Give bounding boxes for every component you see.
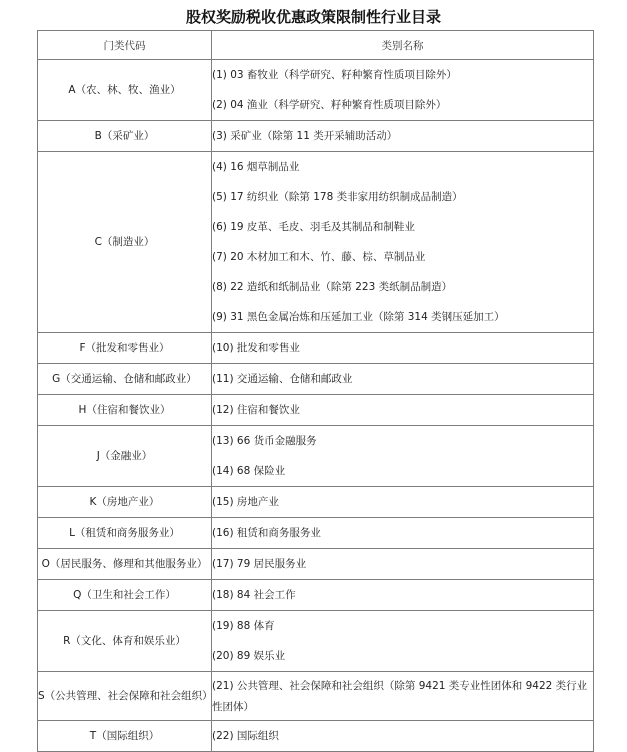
column-header-sector-code: 门类代码 <box>38 31 212 60</box>
table-row <box>38 580 594 611</box>
category-item: (7) 20 木材加工和木、竹、藤、棕、草制品业 <box>212 251 426 263</box>
category-name-cell <box>212 487 594 518</box>
category-item: (8) 22 造纸和纸制品业（除第 223 类纸制品制造） <box>212 281 453 293</box>
table-row <box>38 518 594 549</box>
sector-code-cell: S（公共管理、社会保障和社会组织） <box>38 672 212 721</box>
category-item: (18) 84 社会工作 <box>212 589 296 601</box>
table-row <box>38 672 594 721</box>
table-row <box>38 549 594 580</box>
category-name-cell <box>212 580 594 611</box>
sector-code-cell: A（农、林、牧、渔业） <box>38 60 212 121</box>
category-item: (11) 交通运输、仓储和邮政业 <box>212 373 353 385</box>
sector-code-cell: B（采矿业） <box>38 121 212 152</box>
table-row <box>38 395 594 426</box>
category-name-cell <box>212 364 594 395</box>
table-body <box>38 31 594 752</box>
table-row <box>38 487 594 518</box>
table-row <box>38 121 594 152</box>
category-name-cell <box>212 426 594 487</box>
category-name-cell <box>212 121 594 152</box>
table-row <box>38 333 594 364</box>
category-name-cell <box>212 60 594 121</box>
category-item: (3) 采矿业（除第 11 类开采辅助活动） <box>212 130 398 142</box>
category-name-cell <box>212 549 594 580</box>
category-item: (16) 租赁和商务服务业 <box>212 527 321 539</box>
column-header-category-name: 类别名称 <box>212 31 594 60</box>
category-item: (2) 04 渔业（科学研究、籽种繁育性质项目除外） <box>212 99 447 111</box>
sector-code-cell: K（房地产业） <box>38 487 212 518</box>
category-item: (12) 住宿和餐饮业 <box>212 404 300 416</box>
category-name-cell <box>212 721 594 752</box>
category-item: (19) 88 体育 <box>212 620 275 632</box>
table-row <box>38 426 594 487</box>
category-item: (5) 17 纺织业（除第 178 类非家用纺织制成品制造） <box>212 191 463 203</box>
table-header-row <box>38 31 594 60</box>
category-item: (1) 03 畜牧业（科学研究、籽种繁育性质项目除外） <box>212 69 457 81</box>
sector-code-cell: G（交通运输、仓储和邮政业） <box>38 364 212 395</box>
sector-code-cell: R（文化、体育和娱乐业） <box>38 611 212 672</box>
category-item: (21) 公共管理、社会保障和社会组织（除第 9421 类专业性团体和 9422 类行业性团体） <box>212 680 588 713</box>
sector-code-cell: C（制造业） <box>38 152 212 333</box>
category-item: (15) 房地产业 <box>212 496 279 508</box>
table-row <box>38 611 594 672</box>
category-item: (17) 79 居民服务业 <box>212 558 307 570</box>
table-row <box>38 152 594 333</box>
category-item: (14) 68 保险业 <box>212 465 286 477</box>
restricted-industry-table <box>37 30 594 752</box>
category-item: (6) 19 皮革、毛皮、羽毛及其制品和制鞋业 <box>212 221 415 233</box>
category-item: (4) 16 烟草制品业 <box>212 161 300 173</box>
sector-code-cell: Q（卫生和社会工作） <box>38 580 212 611</box>
category-item: (20) 89 娱乐业 <box>212 650 286 662</box>
table-row <box>38 721 594 752</box>
sector-code-cell: H（住宿和餐饮业） <box>38 395 212 426</box>
category-name-cell <box>212 333 594 364</box>
category-name-cell <box>212 152 594 333</box>
sector-code-cell: T（国际组织） <box>38 721 212 752</box>
category-name-cell <box>212 395 594 426</box>
category-item: (9) 31 黑色金属冶炼和压延加工业（除第 314 类钢压延加工） <box>212 311 505 323</box>
category-item: (13) 66 货币金融服务 <box>212 435 317 447</box>
sector-code-cell: L（租赁和商务服务业） <box>38 518 212 549</box>
page-title: 股权奖励税收优惠政策限制性行业目录 <box>185 8 441 26</box>
sector-code-cell: J（金融业） <box>38 426 212 487</box>
category-name-cell <box>212 672 594 721</box>
sector-code-cell: O（居民服务、修理和其他服务业） <box>38 549 212 580</box>
sector-code-cell: F（批发和零售业） <box>38 333 212 364</box>
category-name-cell <box>212 518 594 549</box>
category-name-cell <box>212 611 594 672</box>
table-row <box>38 364 594 395</box>
table-row <box>38 60 594 121</box>
category-item: (22) 国际组织 <box>212 730 279 742</box>
category-item: (10) 批发和零售业 <box>212 342 300 354</box>
